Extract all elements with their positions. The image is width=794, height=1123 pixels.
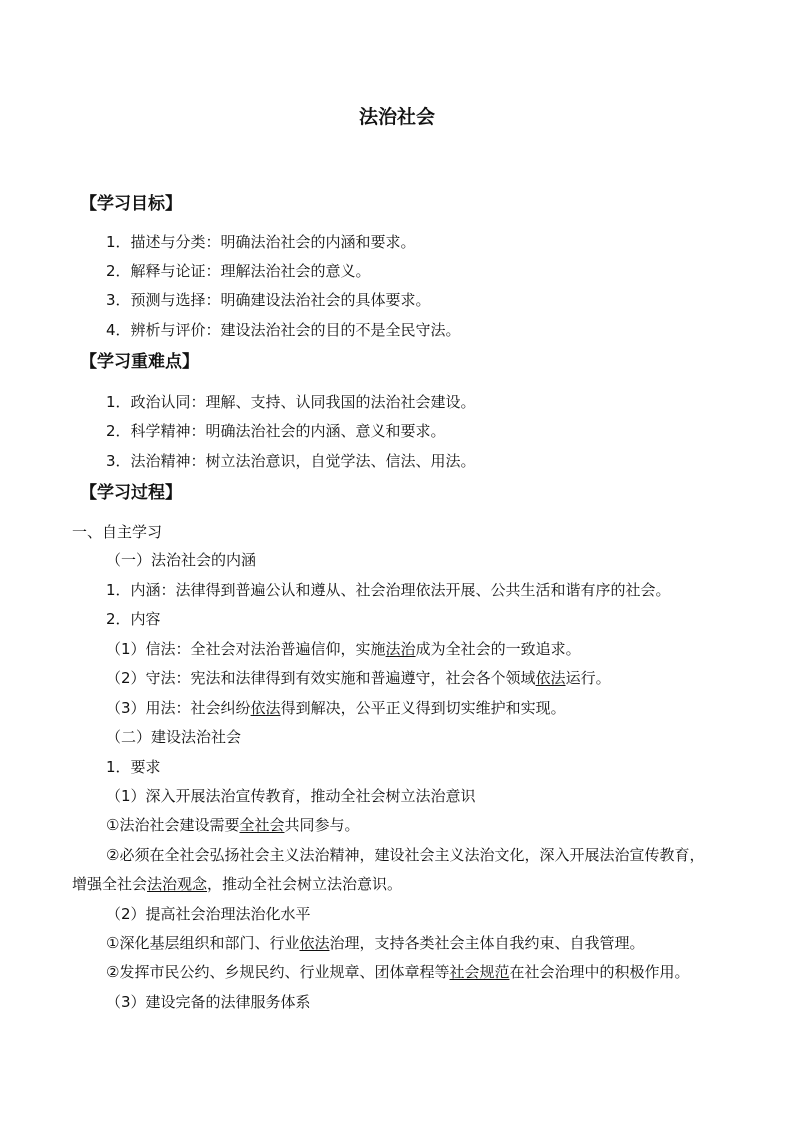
content-item-obey: （2）守法：宪法和法律得到有效实施和普遍遵守，社会各个领域依法运行。 — [106, 669, 611, 687]
requirement-heading: （2）提高社会治理法治化水平 — [106, 905, 311, 923]
requirement-point: ①深化基层组织和部门、行业依法治理，支持各类社会主体自我约束、自我管理。 — [106, 934, 645, 952]
goal-item: 1．描述与分类：明确法治社会的内涵和要求。 — [106, 233, 416, 251]
underlined-term: 法治观念 — [147, 875, 208, 893]
requirement-point: ②必须在全社会弘扬社会主义法治精神，建设社会主义法治文化，深入开展法治宣传教育， — [106, 846, 705, 864]
requirements-label: 1．要求 — [106, 758, 161, 776]
content-item-use: （3）用法：社会纠纷依法得到解决，公平正义得到切实维护和实现。 — [106, 699, 566, 717]
subsection-heading: （二）建设法治社会 — [106, 728, 242, 746]
goal-item: 2．解释与论证：理解法治社会的意义。 — [106, 262, 371, 280]
keypoint-item: 2．科学精神：明确法治社会的内涵、意义和要求。 — [106, 422, 446, 440]
section-heading-keypoints: 【学习重难点】 — [80, 352, 199, 372]
underlined-term: 依法 — [299, 934, 330, 952]
underlined-term: 全社会 — [239, 816, 285, 834]
requirement-heading: （1）深入开展法治宣传教育，推动全社会树立法治意识 — [106, 787, 476, 805]
content-label: 2．内容 — [106, 610, 161, 628]
content-item-belief: （1）信法：全社会对法治普遍信仰，实施法治成为全社会的一致追求。 — [106, 640, 581, 658]
requirement-point: ①法治社会建设需要全社会共同参与。 — [106, 816, 360, 834]
section-heading-goals: 【学习目标】 — [80, 194, 182, 214]
document-title: 法治社会 — [358, 106, 435, 128]
requirement-point: ②发挥市民公约、乡规民约、行业规章、团体章程等社会规范在社会治理中的积极作用。 — [106, 963, 690, 981]
keypoint-item: 1．政治认同：理解、支持、认同我国的法治社会建设。 — [106, 393, 476, 411]
section-heading-process: 【学习过程】 — [80, 483, 182, 503]
subsection-heading: （一）法治社会的内涵 — [106, 551, 257, 569]
goal-item: 3．预测与选择：明确建设法治社会的具体要求。 — [106, 291, 431, 309]
definition-line: 1．内涵：法律得到普遍公认和遵从、社会治理依法开展、公共生活和谐有序的社会。 — [106, 581, 671, 599]
underlined-term: 法治 — [385, 640, 416, 658]
requirement-heading: （3）建设完备的法律服务体系 — [106, 993, 311, 1011]
underlined-term: 依法 — [535, 669, 566, 687]
underlined-term: 依法 — [250, 699, 281, 717]
goal-item: 4．辨析与评价：建设法治社会的目的不是全民守法。 — [106, 321, 461, 339]
underlined-term: 社会规范 — [449, 963, 510, 981]
keypoint-item: 3．法治精神：树立法治意识，自觉学法、信法、用法。 — [106, 452, 476, 470]
requirement-point-continued: 增强全社会法治观念，推动全社会树立法治意识。 — [72, 875, 403, 893]
part-heading: 一、自主学习 — [72, 523, 163, 541]
